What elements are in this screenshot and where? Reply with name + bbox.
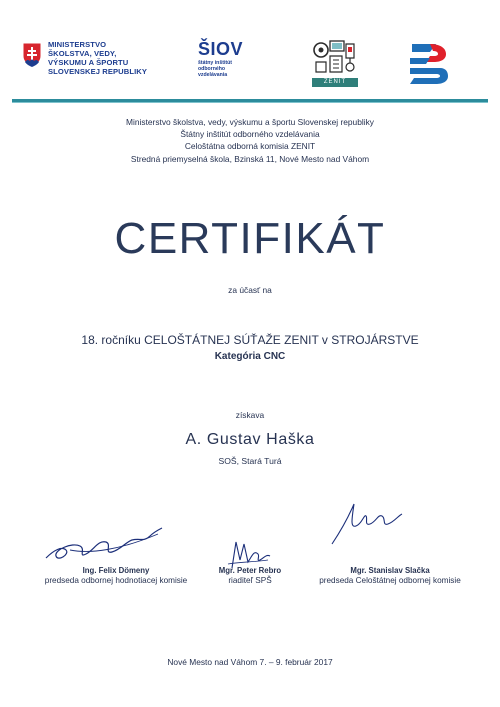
signatory-1-name: Ing. Felix Dömeny [82,566,150,575]
signature-3-icon [326,498,406,548]
institution-line-3: Celoštátna odborná komisia ZENIT [184,141,316,152]
zenit-machines-icon [312,38,358,78]
siov-logo-line-1: štátny inštitút [198,60,233,66]
signature-block-1 [30,566,202,585]
certificate-title: CERTIFIKÁT [114,214,386,263]
institution-line-2: Štátny inštitút odborného vzdelávania [180,129,320,140]
siov-logo [198,40,258,90]
institution-block [0,116,500,165]
institution-line-4: Stredná priemyselná škola, Bzinská 11, Nové Mesto nad Váhom [130,153,370,164]
zenit-logo [312,38,358,92]
signature-1-icon [40,520,170,570]
contest-category: Kategória CNC [214,351,286,362]
ministry-logo-line-1: MINISTERSTVO [48,40,107,49]
signatory-1-role: predseda odbornej hodnotiacej komisie [44,576,188,585]
signature-block-3 [300,566,480,585]
participation-label: za účasť na [228,285,272,295]
ministry-logo-line-2: ŠKOLSTVA, VEDY, [48,49,117,58]
ministry-logo [22,40,172,88]
receives-label: získava [235,410,265,420]
signatory-2-name: Mgr. Peter Rebro [218,566,282,575]
contest-prefix: 18. ročníku [81,333,141,347]
place-and-date: Nové Mesto nad Váhom 7. – 9. február 2017 [167,657,333,667]
siov-logo-big: ŠIOV [198,39,244,59]
spss-logo [406,40,452,88]
signatory-3-name: Mgr. Stanislav Slačka [350,566,430,575]
signatory-2-role: riaditeľ SPŠ [228,576,272,585]
header-rule-thin [12,102,488,103]
contest-line [0,333,500,347]
recipient-name: A. Gustav Haška [185,431,315,448]
siov-logo-line-2: odborného [198,66,226,72]
recipient-school: SOŠ, Stará Turá [218,456,282,466]
ministry-logo-line-3: VÝSKUMU A ŠPORTU [48,58,129,67]
contest-name: CELOŠTÁTNEJ SÚŤAŽE ZENIT [144,333,319,347]
contest-suffix: v STROJÁRSTVE [321,333,419,347]
signature-block-2 [198,566,302,585]
institution-line-1: Ministerstvo školstva, vedy, výskumu a športu Slovenskej republiky [126,117,374,127]
signatory-3-role: predseda Celoštátnej odbornej komisie [319,576,461,585]
zenit-logo-label: ZENIT [323,79,347,85]
slovak-crest-icon [22,42,42,68]
school-emblem-icon [406,40,452,88]
ministry-logo-line-4: SLOVENSKEJ REPUBLIKY [48,67,148,76]
siov-logo-line-3: vzdelávania [198,72,228,78]
